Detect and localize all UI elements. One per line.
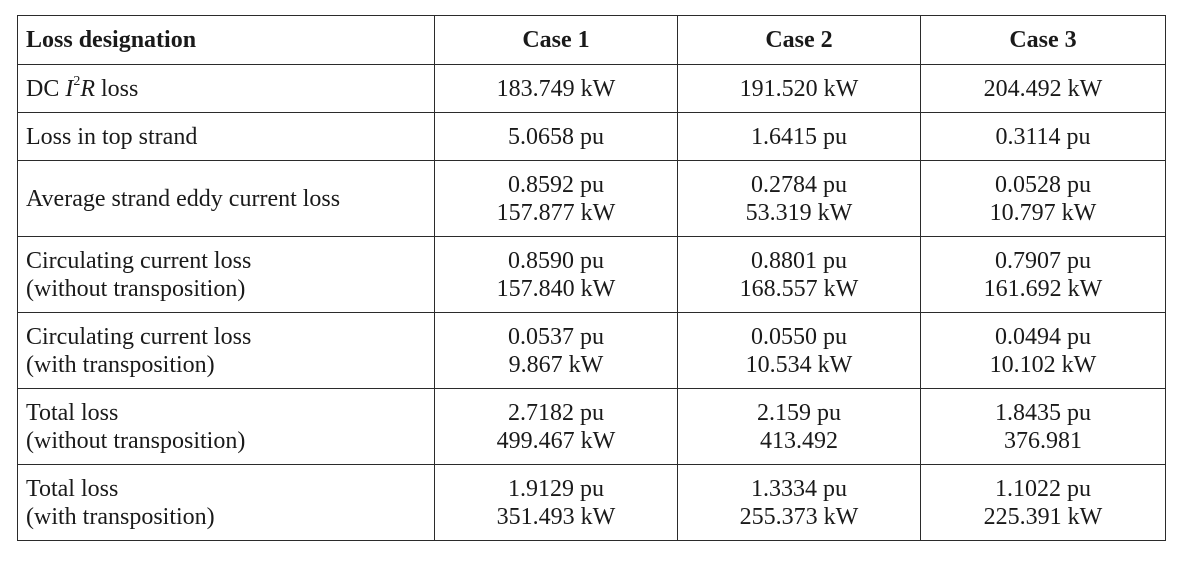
cell-value-kw: 9.867 kW	[508, 351, 604, 378]
cell-value-pu: 1.3334 pu	[751, 475, 847, 502]
row-label	[18, 313, 435, 389]
cell-value-pu: 1.9129 pu	[508, 475, 604, 502]
cell-case-1	[435, 313, 678, 389]
cell-value: 1.6415 pu	[751, 123, 847, 150]
cell-case-3	[921, 465, 1166, 541]
cell-value-pu: 2.7182 pu	[508, 399, 604, 426]
cell-case-3	[921, 113, 1166, 161]
row-label-var-r: R	[80, 75, 96, 102]
cell-case-1	[435, 113, 678, 161]
row-label-line: Circulating current loss	[26, 247, 252, 274]
cell-case-1	[435, 465, 678, 541]
cell-value-kw: 168.557 kW	[739, 275, 859, 302]
cell-case-2	[678, 161, 921, 237]
row-label-line: Total loss	[26, 475, 119, 502]
row-label	[18, 465, 435, 541]
row-label-var-i: I	[65, 75, 74, 102]
cell-case-3	[921, 313, 1166, 389]
cell-value-kw: 225.391 kW	[983, 503, 1103, 530]
cell-value-kw: 351.493 kW	[496, 503, 616, 530]
cell-case-1	[435, 389, 678, 465]
row-label	[18, 113, 435, 161]
table-row	[18, 465, 1166, 541]
cell-value: 5.0658 pu	[508, 123, 604, 150]
header-row	[18, 16, 1166, 65]
cell-value: 0.3114 pu	[995, 123, 1091, 150]
cell-case-1	[435, 237, 678, 313]
cell-case-3	[921, 389, 1166, 465]
table-row	[18, 113, 1166, 161]
loss-table	[17, 15, 1166, 541]
cell-value-kw: 157.840 kW	[496, 275, 616, 302]
cell-value-pu: 0.0537 pu	[508, 323, 604, 350]
cell-value-kw: 255.373 kW	[739, 503, 859, 530]
header-case-2: Case 2	[678, 16, 921, 65]
cell-value-pu: 0.2784 pu	[751, 171, 847, 198]
cell-case-1	[435, 161, 678, 237]
cell-value-pu: 0.8801 pu	[751, 247, 847, 274]
cell-case-1	[435, 65, 678, 113]
row-label-suffix: loss	[95, 75, 139, 102]
row-label-line: Total loss	[26, 399, 119, 426]
cell-value-kw: 53.319 kW	[745, 199, 853, 226]
cell-case-2	[678, 65, 921, 113]
cell-value-kw: 499.467 kW	[496, 427, 616, 454]
table-row	[18, 65, 1166, 113]
cell-value-pu: 0.0550 pu	[751, 323, 847, 350]
table-row	[18, 161, 1166, 237]
cell-case-2	[678, 237, 921, 313]
cell-value: 191.520 kW	[739, 75, 859, 102]
cell-value-kw: 10.102 kW	[989, 351, 1097, 378]
row-label-line: Average strand eddy current loss	[26, 185, 341, 212]
cell-case-2	[678, 313, 921, 389]
row-label-line: Loss in top strand	[26, 123, 198, 150]
cell-case-3	[921, 161, 1166, 237]
cell-value-pu: 0.0494 pu	[995, 323, 1091, 350]
row-label	[18, 389, 435, 465]
cell-value-kw: 376.981	[1004, 427, 1082, 454]
row-label-line: (with transposition)	[26, 351, 215, 378]
row-label-line: (without transposition)	[26, 275, 246, 302]
table-row	[18, 389, 1166, 465]
row-label-line: (without transposition)	[26, 427, 246, 454]
cell-case-3	[921, 237, 1166, 313]
cell-case-3	[921, 65, 1166, 113]
cell-value: 183.749 kW	[496, 75, 616, 102]
cell-value: 204.492 kW	[983, 75, 1103, 102]
row-label	[18, 161, 435, 237]
row-label-line: Circulating current loss	[26, 323, 252, 350]
cell-case-2	[678, 113, 921, 161]
cell-value-pu: 2.159 pu	[757, 399, 841, 426]
cell-value-pu: 0.8590 pu	[508, 247, 604, 274]
row-label-line: (with transposition)	[26, 503, 215, 530]
cell-value-kw: 413.492	[760, 427, 838, 454]
row-label	[18, 65, 435, 113]
cell-value-kw: 10.534 kW	[745, 351, 853, 378]
cell-value-kw: 161.692 kW	[983, 275, 1103, 302]
table-row	[18, 237, 1166, 313]
row-label	[18, 237, 435, 313]
row-label-prefix: DC	[26, 75, 66, 102]
cell-value-kw: 157.877 kW	[496, 199, 616, 226]
row-label-exponent: 2	[73, 73, 81, 89]
header-loss-designation: Loss designation	[18, 16, 435, 65]
cell-value-pu: 0.7907 pu	[995, 247, 1091, 274]
cell-value-pu: 0.0528 pu	[995, 171, 1091, 198]
header-case-1: Case 1	[435, 16, 678, 65]
cell-case-2	[678, 389, 921, 465]
cell-value-kw: 10.797 kW	[989, 199, 1097, 226]
table-row	[18, 313, 1166, 389]
cell-value-pu: 1.8435 pu	[995, 399, 1091, 426]
header-case-3: Case 3	[921, 16, 1166, 65]
cell-value-pu: 1.1022 pu	[995, 475, 1091, 502]
cell-case-2	[678, 465, 921, 541]
cell-value-pu: 0.8592 pu	[508, 171, 604, 198]
